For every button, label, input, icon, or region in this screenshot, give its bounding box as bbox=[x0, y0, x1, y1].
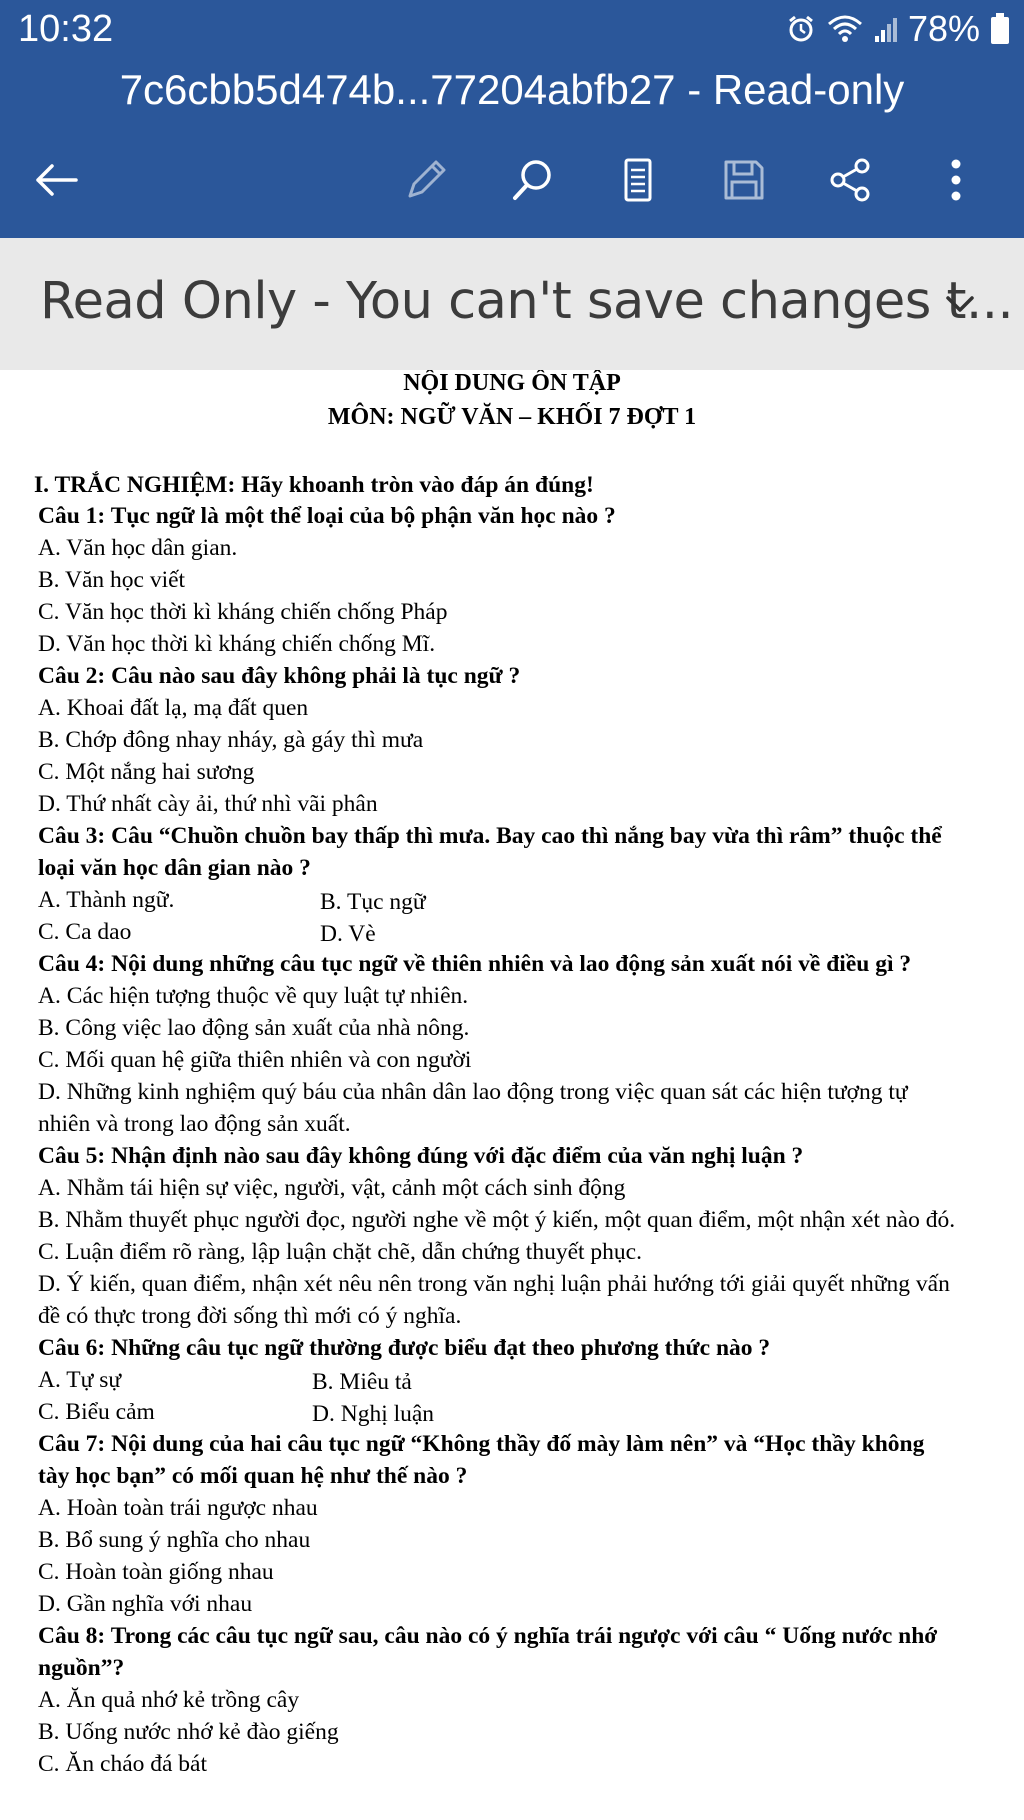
question-7-line-2: tày học bạn” có mối quan hệ như thế nào ? bbox=[38, 1463, 468, 1489]
q6-option-b: B. Miêu tả bbox=[312, 1369, 412, 1395]
q5-option-d-line-1: D. Ý kiến, quan điểm, nhận xét nêu nên trong văn nghị luận phải hướng tới giải quyết những vấn bbox=[38, 1271, 950, 1297]
question-2: Câu 2: Câu nào sau đây không phải là tục ngữ ? bbox=[38, 663, 521, 689]
q7-option-b: B. Bổ sung ý nghĩa cho nhau bbox=[38, 1527, 311, 1553]
question-3-line-1: Câu 3: Câu “Chuồn chuồn bay thấp thì mưa. Bay cao thì nắng bay vừa thì râm” thuộc thể bbox=[38, 823, 942, 849]
section-heading: I. TRẮC NGHIỆM: Hãy khoanh tròn vào đáp án đúng! bbox=[34, 472, 594, 498]
q2-option-d: D. Thứ nhất cày ải, thứ nhì vãi phân bbox=[38, 791, 378, 817]
reader-view-icon[interactable] bbox=[608, 150, 668, 210]
doc-title-line-2: MÔN: NGỮ VĂN – KHỐI 7 ĐỢT 1 bbox=[327, 404, 697, 430]
signal-icon bbox=[874, 14, 898, 44]
q8-option-a: A. Ăn quả nhớ kẻ trồng cây bbox=[38, 1687, 300, 1713]
q1-option-d: D. Văn học thời kì kháng chiến chống Mĩ. bbox=[38, 631, 436, 657]
q8-option-c: C. Ăn cháo đá bát bbox=[38, 1751, 208, 1777]
q6-option-a: A. Tự sự bbox=[38, 1367, 122, 1393]
read-only-banner[interactable] bbox=[0, 238, 1024, 370]
document-title: 7c6cbb5d474b...77204abfb27 - Read-only bbox=[119, 66, 905, 113]
q4-option-b: B. Công việc lao động sản xuất của nhà nông. bbox=[38, 1015, 470, 1041]
q4-option-c: C. Mối quan hệ giữa thiên nhiên và con người bbox=[38, 1047, 472, 1073]
q7-option-c: C. Hoàn toàn giống nhau bbox=[38, 1559, 274, 1585]
q3-option-b: B. Tục ngữ bbox=[320, 889, 426, 915]
alarm-icon bbox=[786, 14, 816, 44]
wifi-icon bbox=[826, 14, 864, 44]
question-7-line-1: Câu 7: Nội dung của hai câu tục ngữ “Không thầy đố mày làm nên” và “Học thầy không bbox=[38, 1431, 925, 1457]
chevron-down-icon[interactable] bbox=[938, 282, 982, 326]
search-icon[interactable] bbox=[502, 150, 562, 210]
q3-option-a: A. Thành ngữ. bbox=[38, 887, 175, 913]
share-icon[interactable] bbox=[820, 150, 880, 210]
document-page[interactable] bbox=[0, 370, 1024, 1820]
status-bar bbox=[0, 0, 1024, 62]
q1-option-a: A. Văn học dân gian. bbox=[38, 535, 238, 561]
q7-option-a: A. Hoàn toàn trái ngược nhau bbox=[38, 1495, 318, 1521]
question-6: Câu 6: Những câu tục ngữ thường được biểu đạt theo phương thức nào ? bbox=[38, 1335, 771, 1361]
battery-icon bbox=[990, 13, 1010, 45]
doc-title-line-1: NỘI DUNG ÔN TẬP bbox=[403, 370, 621, 396]
read-only-banner-text: Read Only - You can't save changes t... bbox=[40, 272, 1014, 331]
q7-option-d: D. Gần nghĩa với nhau bbox=[38, 1591, 253, 1617]
question-8-line-2: nguồn”? bbox=[38, 1655, 125, 1681]
save-icon[interactable] bbox=[714, 150, 774, 210]
pen-icon[interactable] bbox=[396, 150, 456, 210]
question-3-line-2: loại văn học dân gian nào ? bbox=[38, 855, 311, 881]
q5-option-d-line-2: đề có thực trong đời sống thì mới có ý nghĩa. bbox=[38, 1303, 462, 1329]
q5-option-b: B. Nhằm thuyết phục người đọc, người nghe về một ý kiến, một quan điểm, một nhận xét nào đó. bbox=[38, 1207, 956, 1233]
q2-option-a: A. Khoai đất lạ, mạ đất quen bbox=[38, 695, 309, 721]
battery-percent: 78% bbox=[907, 8, 980, 49]
q3-option-c: C. Ca dao bbox=[38, 919, 132, 945]
q5-option-c: C. Luận điểm rõ ràng, lập luận chặt chẽ, dẫn chứng thuyết phục. bbox=[38, 1239, 642, 1265]
more-icon[interactable] bbox=[926, 150, 986, 210]
q8-option-b: B. Uống nước nhớ kẻ đào giếng bbox=[38, 1719, 339, 1745]
app-header bbox=[0, 0, 1024, 238]
toolbar bbox=[0, 150, 1024, 212]
q1-option-c: C. Văn học thời kì kháng chiến chống Pháp bbox=[38, 599, 448, 625]
q6-option-d: D. Nghị luận bbox=[312, 1401, 435, 1427]
q4-option-a: A. Các hiện tượng thuộc về quy luật tự nhiên. bbox=[38, 983, 469, 1009]
question-5: Câu 5: Nhận định nào sau đây không đúng với đặc điểm của văn nghị luận ? bbox=[38, 1143, 804, 1169]
question-8-line-1: Câu 8: Trong các câu tục ngữ sau, câu nào có ý nghĩa trái ngược với câu “ Uống nước nhớ bbox=[38, 1623, 938, 1649]
q2-option-c: C. Một nắng hai sương bbox=[38, 759, 255, 785]
q4-option-d-line-1: D. Những kinh nghiệm quý báu của nhân dân lao động trong việc quan sát các hiện tượng tự bbox=[38, 1079, 908, 1105]
q2-option-b: B. Chớp đông nhay nháy, gà gáy thì mưa bbox=[38, 727, 424, 753]
question-1: Câu 1: Tục ngữ là một thể loại của bộ phận văn học nào ? bbox=[38, 503, 616, 529]
status-icons bbox=[786, 8, 1010, 50]
q5-option-a: A. Nhằm tái hiện sự việc, người, vật, cảnh một cách sinh động bbox=[38, 1175, 626, 1201]
question-4: Câu 4: Nội dung những câu tục ngữ về thiên nhiên và lao động sản xuất nói về điều gì ? bbox=[38, 951, 912, 977]
status-time: 10:32 bbox=[18, 8, 114, 50]
back-arrow-icon[interactable] bbox=[26, 150, 86, 210]
q1-option-b: B. Văn học viết bbox=[38, 567, 186, 593]
q6-option-c: C. Biểu cảm bbox=[38, 1399, 155, 1425]
q4-option-d-line-2: nhiên và trong lao động sản xuất. bbox=[38, 1111, 351, 1137]
q3-option-d: D. Vè bbox=[320, 921, 376, 947]
